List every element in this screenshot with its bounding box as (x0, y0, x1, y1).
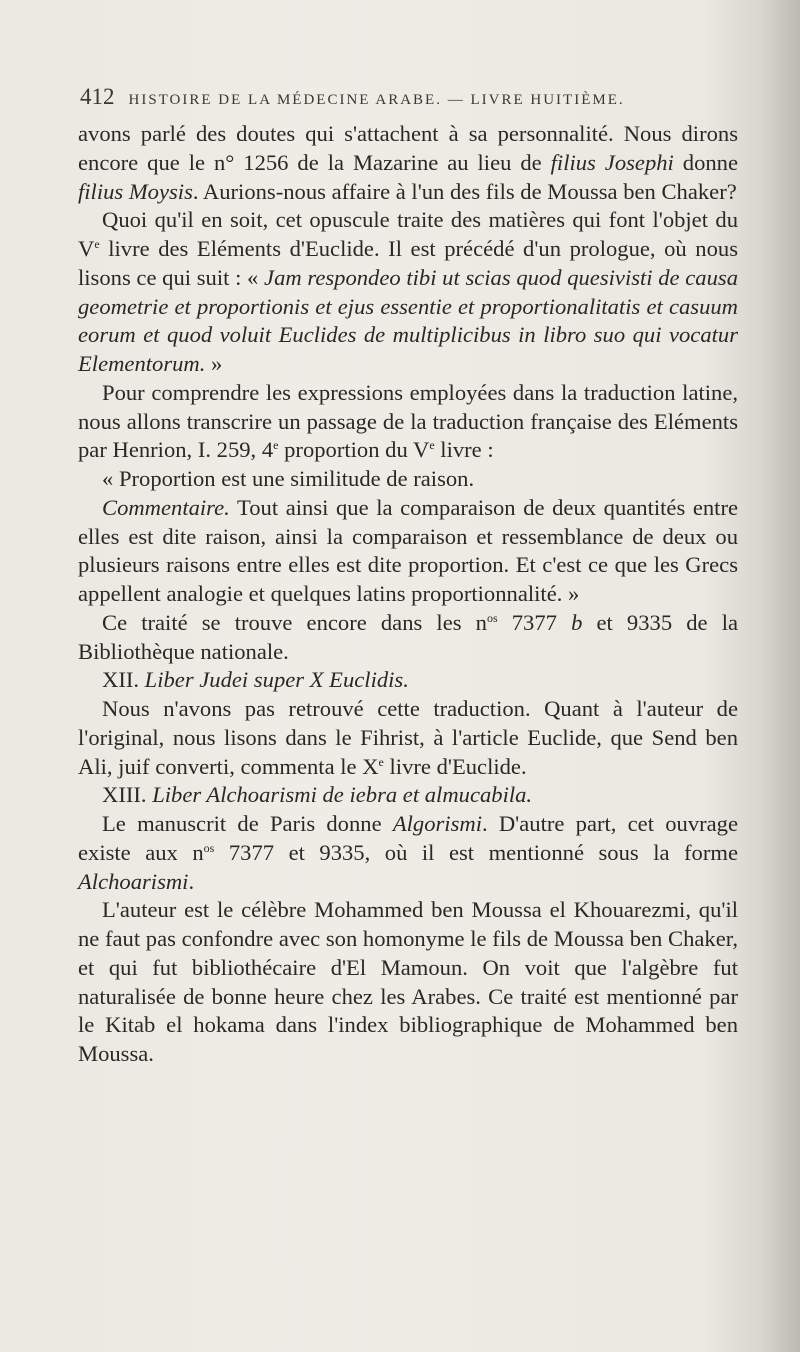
section-heading-xiii: XIII. Liber Alchoarismi de iebra et almucabila. (102, 782, 533, 808)
paragraph-4: « Proportion est une similitude de raison. (102, 466, 475, 491)
paragraph-6: Ce traité se trouve encore dans les $n^{os}$ 7377 b et 9335 de la Bibliothèque nationale. (78, 609, 739, 664)
running-title: HISTOIRE DE LA MÉDECINE ARABE. — LIVRE HUITIÈME. (128, 92, 625, 108)
paragraph-5: Commentaire. Tout ainsi que la comparaison de deux quantités entre elles est dite raison, ainsi la comparaison et ressemblance de deux ou plusieurs raisons entre elles est dite proportion. Et c'est ce que les Grecs appellent analogie et quelques latins proportionnalité. » (78, 494, 738, 606)
section-heading-xii: XII. Liber Judei super X Euclidis. (102, 667, 409, 693)
paragraph-2: Quoi qu'il en soit, cet opuscule traite des matières qui font l'objet du Ve livre des Eléments d'Euclide. Il est précédé d'un prologue, où nous lisons ce qui suit : « Jam respondeo tibi ut scias quod quesivisti de causa geometrie et proportionis et ejus essentie et proportionalitatis et casuum eorum et quod voluit Euclides de multiplicibus in libro suo qui vocatur Elementorum. » (78, 207, 738, 376)
page-body (78, 120, 738, 1069)
paragraph-11: L'auteur est le célèbre Mohammed ben Moussa el Khouarezmi, qu'il ne faut pas confondre avec son homonyme le fils de Moussa ben Chaker, et qui fut bibliothécaire d'El Mamoun. On voit que l'algèbre fut naturalisée de bonne heure chez les Arabes. Ce traité est mentionné par le Kitab el hokama dans l'index bibliographique de Mohammed ben Moussa. (78, 897, 738, 1066)
paragraph-3: Pour comprendre les expressions employées dans la traduction latine, nous allons transcrire un passage de la traduction française des Eléments par Henrion, I. 259, 4e proportion du Ve livre : (78, 379, 738, 463)
paragraph-10: Le manuscrit de Paris donne Algorismi. D'autre part, cet ouvrage existe aux $n^{os}$ 7377 et 9335, où il est mentionné sous la forme Alchoarismi. (78, 811, 738, 894)
page-number: 412 (80, 84, 115, 109)
paragraph-1: avons parlé des doutes qui s'attachent à sa personnalité. Nous dirons encore que le n° 1256 de la Mazarine au lieu de filius Josephi donne filius Moysis. Aurions-nous affaire à l'un des fils de Moussa ben Chaker? (78, 121, 738, 204)
latin-quote: Jam respondeo tibi ut scias quod quesivisti de causa geometrie et proportionis et ejus essentie et proportionalitatis et casuum eorum et quod voluit Euclides de multiplicibus in libro suo qui vocatur Elementorum. (78, 264, 738, 376)
paragraph-8: Nous n'avons pas retrouvé cette traduction. Quant à l'auteur de l'original, nous lisons dans le Fihrist, à l'article Euclide, que Send ben Ali, juif converti, commenta le Xe livre d'Euclide. (78, 696, 738, 779)
running-header (80, 84, 720, 110)
